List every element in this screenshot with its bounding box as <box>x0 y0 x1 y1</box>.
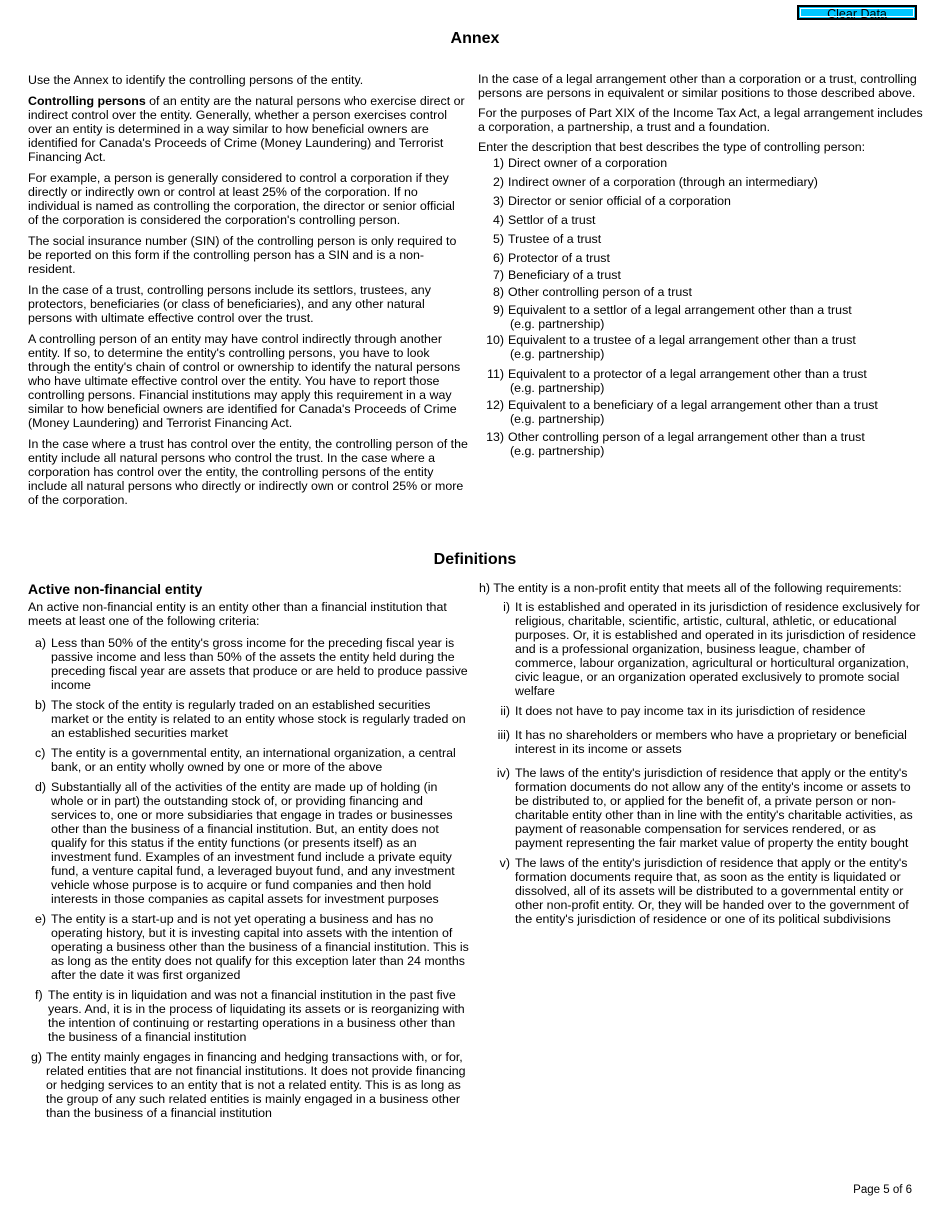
type-text: Equivalent to a settlor of a legal arrangement other than a trust <box>508 303 852 317</box>
type-number: 9) <box>492 303 504 317</box>
criterion-text: Substantially all of the activities of the entity are made up of holding (in whole or in part) the outstanding stock of, or providing financing and services to, one or more subsidiaries that engage in trades or businesses other than the business of a financial institution. But, an entity does not qualify for this status if the entity functions (or presents itself) as an investment fund. Examples of an investment fund include a private equity fund, a venture capital fund, a leveraged buyout fund, and any investment vehicle whose purpose is to acquire or fund companies and then hold interests in those companies as capital assets for investment purposes <box>51 780 455 906</box>
type-text: Trustee of a trust <box>508 232 602 246</box>
controlling-person-type-item <box>478 232 923 246</box>
type-number: 13) <box>486 430 504 444</box>
criterion-letter: f) <box>35 988 43 1002</box>
non-profit-requirements-list <box>482 600 920 926</box>
type-example: (e.g. partnership) <box>510 444 605 458</box>
type-example: (e.g. partnership) <box>510 347 605 361</box>
criterion-text: Less than 50% of the entity's gross income for the preceding fiscal year is passive income and less than 50% of the assets the entity held during the preceding fiscal year are assets that produce or are held to produce passive income <box>51 636 468 692</box>
requirement-text: It has no shareholders or members who have a proprietary or beneficial interest in its income or assets <box>515 728 907 756</box>
type-example: (e.g. partnership) <box>510 412 605 426</box>
requirement-item <box>482 600 920 698</box>
type-number: 3) <box>492 194 504 208</box>
criterion-item <box>28 912 470 982</box>
annex-enter-description: Enter the description that best describes the type of controlling person: <box>478 140 866 154</box>
requirement-number: ii) <box>500 704 510 718</box>
type-text: Equivalent to a trustee of a legal arrangement other than a trust <box>508 333 856 347</box>
requirement-item <box>482 766 920 850</box>
criterion-letter: b) <box>35 698 47 712</box>
controlling-persons-definition <box>28 94 468 164</box>
type-number: 1) <box>492 156 504 170</box>
controlling-person-type-item <box>478 268 923 282</box>
requirement-number: i) <box>503 600 510 614</box>
non-profit-intro: h) The entity is a non-profit entity that meets all of the following requirements: <box>479 581 902 595</box>
annex-sin-note: The social insurance number (SIN) of the controlling person is only required to be reported on this form if the controlling person has a SIN and is a non-resident. <box>28 234 457 276</box>
type-number: 4) <box>492 213 504 227</box>
requirement-item <box>482 704 920 718</box>
controlling-person-type-item <box>478 430 923 458</box>
requirement-text: The laws of the entity's jurisdiction of residence that apply or the entity's formation documents do not allow any of the entity's income or assets to be distributed to, or applied for the benefit of, a private person or non-charitable entity other than in line with the entity's charitable activities, as payment of reasonable compensation for services rendered, or as payment representing the fair market value of property the entity bought <box>515 766 913 850</box>
requirement-item <box>482 856 920 926</box>
requirement-text: It is established and operated in its jurisdiction of residence exclusively for religious, charitable, scientific, artistic, cultural, athletic, or educational purposes. Or, it is established and operated in its jurisdiction of residence and is a professional organization, business league, chamber of commerce, labour organization, agricultural or horticultural organization, civic league, or an organization operated exclusively to promote social welfare <box>515 600 920 698</box>
requirement-text: The laws of the entity's jurisdiction of residence that apply or the entity's formation documents require that, as soon as the entity is liquidated or dissolved, all of its assets will be distributed to a governmental entity or other non-profit entity. Or, they will be handed over to the government of the entity's jurisdiction of residence or one of its political subdivisions <box>515 856 909 926</box>
definitions-right-column <box>479 581 920 932</box>
criterion-item <box>28 780 470 906</box>
controlling-person-type-item <box>478 333 923 361</box>
criterion-text: The stock of the entity is regularly traded on an established securities market or the entity is related to an entity whose stock is regularly traded on an established securities market <box>51 698 466 740</box>
criterion-letter: g) <box>31 1050 43 1064</box>
criterion-item <box>28 988 470 1044</box>
type-text: Director or senior official of a corporation <box>508 194 731 208</box>
type-example: (e.g. partnership) <box>510 317 605 331</box>
definitions-title: Definitions <box>433 551 517 568</box>
criterion-letter: e) <box>35 912 47 926</box>
type-number: 7) <box>492 268 504 282</box>
annex-indirect-control: A controlling person of an entity may have control indirectly through another entity. If so, to determine the entity's controlling persons, you have to look through the entity's chain of control or ownership to identify the natural persons who have ultimate effective control over the entity. You have to report those controlling persons. Financial institutions may apply this requirement in a way similar to how beneficial owners are identified for Canada's Proceeds of Crime (Money Laundering) and Terrorist Financing Act. <box>28 332 461 430</box>
type-number: 12) <box>486 398 504 412</box>
annex-example: For example, a person is generally considered to control a corporation if they directly or indirectly own or control at least 25% of the corporation. If no individual is named as controlling the corporation, the director or senior official of the corporation is considered the corporation's controlling person. <box>28 171 455 227</box>
criterion-letter: a) <box>35 636 47 650</box>
annex-title: Annex <box>450 30 500 47</box>
criterion-item <box>28 1050 470 1120</box>
controlling-person-type-item <box>478 251 923 265</box>
controlling-person-type-item <box>478 367 923 395</box>
active-nfe-intro: An active non-financial entity is an entity other than a financial institution that meets at least one of the following criteria: <box>28 600 447 628</box>
type-number: 2) <box>492 175 504 189</box>
type-number: 8) <box>492 285 504 299</box>
type-example: (e.g. partnership) <box>510 381 605 395</box>
criterion-text: The entity is in liquidation and was not a financial institution in the past five years. And, it is in the process of liquidating its assets or is reorganizing with the intention of continuing or restarting operations in a business other than the business of a financial institution <box>48 988 465 1044</box>
controlling-person-type-item <box>478 194 923 208</box>
type-text: Direct owner of a corporation <box>508 156 668 170</box>
type-text: Other controlling person of a trust <box>508 285 692 299</box>
annex-left-column <box>28 73 468 514</box>
type-text: Other controlling person of a legal arrangement other than a trust <box>508 430 865 444</box>
annex-legal-arrangement: In the case of a legal arrangement other than a corporation or a trust, controlling persons are persons in equivalent or similar positions to those described above. <box>478 72 917 100</box>
criterion-letter: d) <box>35 780 47 794</box>
controlling-person-type-item <box>478 213 923 227</box>
controlling-person-type-item <box>478 175 923 189</box>
controlling-persons-term: Controlling persons <box>28 94 146 108</box>
criterion-item <box>28 636 470 692</box>
clear-data-button[interactable]: Clear Data <box>797 5 917 20</box>
controlling-person-type-item <box>478 303 923 331</box>
criteria-list <box>28 636 470 1120</box>
type-text: Equivalent to a protector of a legal arrangement other than a trust <box>508 367 867 381</box>
requirement-item <box>482 728 920 756</box>
controlling-person-type-item <box>478 398 923 426</box>
controlling-person-type-item <box>478 285 923 299</box>
controlling-person-type-list <box>478 156 923 458</box>
criterion-item <box>28 746 470 774</box>
criterion-text: The entity mainly engages in financing and hedging transactions with, or for, related entities that are not financial institutions. It does not provide financing or hedging services to an entity that is not a related entity. This is as long as the group of any such related entities is mainly engaged in a business other than the business of a financial institution <box>46 1050 466 1120</box>
type-text: Settlor of a trust <box>508 213 596 227</box>
criterion-letter: c) <box>35 746 46 760</box>
annex-part-xix: For the purposes of Part XIX of the Income Tax Act, a legal arrangement includes a corporation, a partnership, a trust and a foundation. <box>478 106 923 134</box>
type-text: Beneficiary of a trust <box>508 268 621 282</box>
requirement-number: v) <box>499 856 510 870</box>
annex-trust-control: In the case where a trust has control over the entity, the controlling person of the entity include all natural persons who control the trust. In the case where a corporation has control over the entity, the controlling persons of the entity include all natural persons who directly or indirectly own or control 25% or more of the corporation. <box>28 437 468 507</box>
type-number: 5) <box>492 232 504 246</box>
annex-trust: In the case of a trust, controlling persons include its settlors, trustees, any protectors, beneficiaries (or class of beneficiaries), and any other natural persons with ultimate effective control over the trust. <box>28 283 431 325</box>
page-number: Page 5 of 6 <box>853 1184 912 1196</box>
criterion-item <box>28 698 470 740</box>
type-text: Equivalent to a beneficiary of a legal arrangement other than a trust <box>508 398 878 412</box>
type-text: Protector of a trust <box>508 251 610 265</box>
annex-intro: Use the Annex to identify the controlling persons of the entity. <box>28 73 364 87</box>
type-number: 11) <box>487 367 504 381</box>
requirement-number: iv) <box>496 766 510 780</box>
type-number: 10) <box>486 333 504 347</box>
requirement-text: It does not have to pay income tax in its jurisdiction of residence <box>515 704 866 718</box>
type-number: 6) <box>492 251 504 265</box>
controlling-person-type-item <box>478 156 923 170</box>
controlling-persons-text: of an entity are the natural persons who exercise direct or indirect control over the entity. Generally, whether a person exercises control over an entity is determined in a way similar to how beneficial owners are identified for Canada's Proceeds of Crime (Money Laundering) and Terrorist Financing Act. <box>28 94 465 164</box>
definitions-left-column <box>28 581 470 1126</box>
criterion-text: The entity is a start-up and is not yet operating a business and has no operating history, but it is investing capital into assets with the intention of operating a business other than the business of a financial institution. This is as long as the entity does not qualify for this exception later than 24 months after the date it was first organized <box>51 912 469 982</box>
type-text: Indirect owner of a corporation (through an intermediary) <box>508 175 818 189</box>
annex-right-column <box>478 72 923 458</box>
criterion-text: The entity is a governmental entity, an international organization, a central bank, or an entity wholly owned by one or more of the above <box>51 746 456 774</box>
active-nfe-heading: Active non-financial entity <box>28 581 203 597</box>
requirement-number: iii) <box>497 728 510 742</box>
